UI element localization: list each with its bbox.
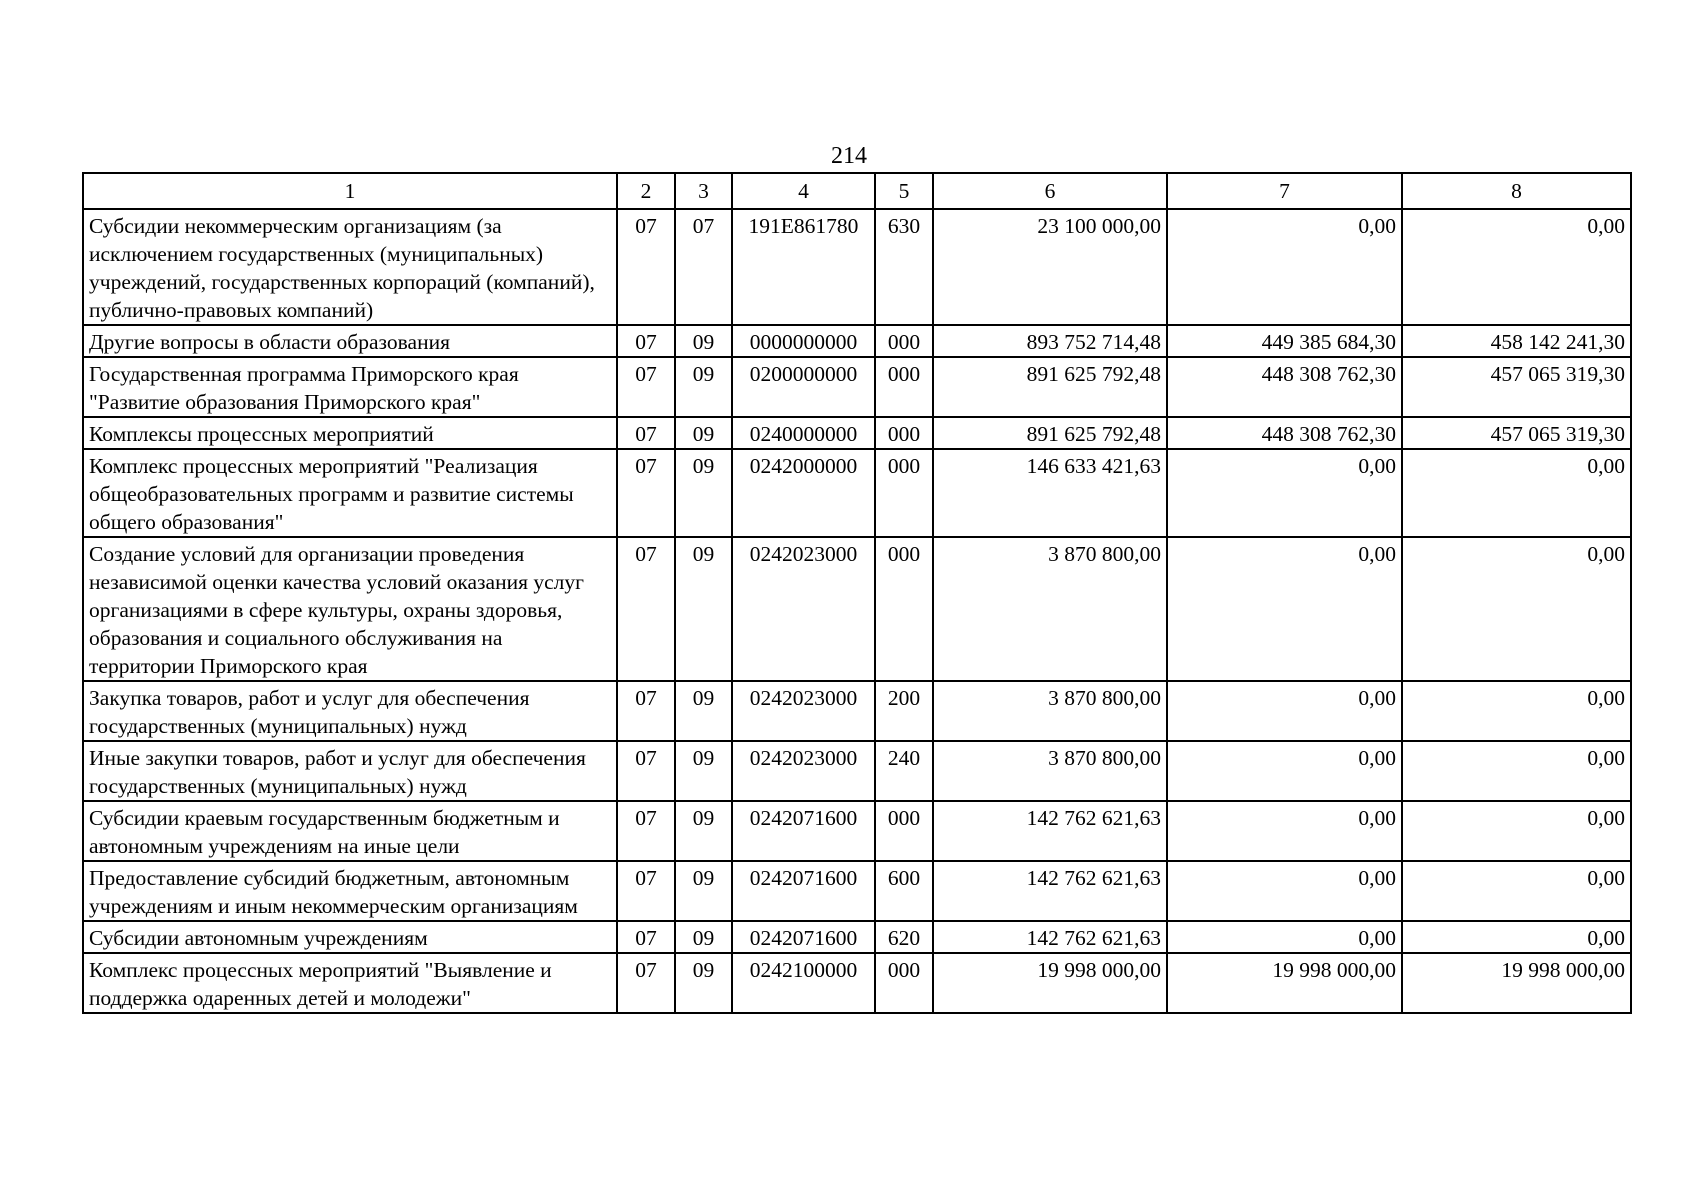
amount-col-8: 0,00 <box>1402 921 1631 953</box>
column-header: 4 <box>732 173 875 209</box>
expense-type-code: 000 <box>875 325 933 357</box>
target-article-code: 0242000000 <box>732 449 875 537</box>
amount-col-7: 449 385 684,30 <box>1167 325 1402 357</box>
target-article-code: 0242023000 <box>732 537 875 681</box>
target-article-code: 0200000000 <box>732 357 875 417</box>
section-code: 07 <box>617 861 675 921</box>
subsection-code: 09 <box>675 449 732 537</box>
expense-type-code: 630 <box>875 209 933 325</box>
expense-type-code: 000 <box>875 801 933 861</box>
row-name: Субсидии краевым государственным бюджетным и автономным учреждениям на иные цели <box>83 801 617 861</box>
row-name: Предоставление субсидий бюджетным, автономным учреждениям и иным некоммерческим организациям <box>83 861 617 921</box>
amount-col-6: 893 752 714,48 <box>933 325 1167 357</box>
row-name: Комплекс процессных мероприятий "Реализация общеобразовательных программ и развитие системы общего образования" <box>83 449 617 537</box>
table-row <box>83 209 1631 325</box>
target-article-code: 0242071600 <box>732 921 875 953</box>
amount-col-7: 0,00 <box>1167 209 1402 325</box>
amount-col-8: 0,00 <box>1402 449 1631 537</box>
amount-col-7: 0,00 <box>1167 861 1402 921</box>
row-name: Государственная программа Приморского края "Развитие образования Приморского края" <box>83 357 617 417</box>
amount-col-7: 0,00 <box>1167 449 1402 537</box>
amount-col-6: 19 998 000,00 <box>933 953 1167 1013</box>
section-code: 07 <box>617 449 675 537</box>
amount-col-7: 0,00 <box>1167 921 1402 953</box>
amount-col-6: 146 633 421,63 <box>933 449 1167 537</box>
amount-col-6: 142 762 621,63 <box>933 921 1167 953</box>
expense-type-code: 000 <box>875 537 933 681</box>
amount-col-8: 0,00 <box>1402 801 1631 861</box>
column-header: 2 <box>617 173 675 209</box>
expense-type-code: 600 <box>875 861 933 921</box>
row-name: Субсидии автономным учреждениям <box>83 921 617 953</box>
table-row <box>83 861 1631 921</box>
table-row <box>83 449 1631 537</box>
table-row <box>83 741 1631 801</box>
table-row <box>83 537 1631 681</box>
amount-col-7: 0,00 <box>1167 681 1402 741</box>
subsection-code: 09 <box>675 953 732 1013</box>
target-article-code: 0000000000 <box>732 325 875 357</box>
amount-col-6: 3 870 800,00 <box>933 681 1167 741</box>
amount-col-8: 458 142 241,30 <box>1402 325 1631 357</box>
amount-col-8: 0,00 <box>1402 537 1631 681</box>
page-number: 214 <box>831 143 867 169</box>
table-row <box>83 921 1631 953</box>
target-article-code: 191E861780 <box>732 209 875 325</box>
expense-type-code: 000 <box>875 357 933 417</box>
amount-col-6: 891 625 792,48 <box>933 417 1167 449</box>
table-row <box>83 801 1631 861</box>
subsection-code: 09 <box>675 921 732 953</box>
amount-col-6: 3 870 800,00 <box>933 741 1167 801</box>
row-name: Иные закупки товаров, работ и услуг для обеспечения государственных (муниципальных) нужд <box>83 741 617 801</box>
row-name: Создание условий для организации проведения независимой оценки качества условий оказания услуг организациями в сфере культуры, охраны здоровья, образования и социального обслуживания на территории Приморского края <box>83 537 617 681</box>
row-name: Другие вопросы в области образования <box>83 325 617 357</box>
target-article-code: 0242023000 <box>732 681 875 741</box>
section-code: 07 <box>617 681 675 741</box>
row-name: Закупка товаров, работ и услуг для обеспечения государственных (муниципальных) нужд <box>83 681 617 741</box>
expense-type-code: 200 <box>875 681 933 741</box>
section-code: 07 <box>617 209 675 325</box>
table-row <box>83 357 1631 417</box>
amount-col-7: 448 308 762,30 <box>1167 417 1402 449</box>
subsection-code: 09 <box>675 801 732 861</box>
subsection-code: 09 <box>675 681 732 741</box>
amount-col-8: 0,00 <box>1402 209 1631 325</box>
table-row <box>83 681 1631 741</box>
expense-type-code: 620 <box>875 921 933 953</box>
column-header: 5 <box>875 173 933 209</box>
column-number-row <box>83 173 1631 209</box>
amount-col-7: 0,00 <box>1167 741 1402 801</box>
target-article-code: 0242023000 <box>732 741 875 801</box>
row-name: Субсидии некоммерческим организациям (за исключением государственных (муниципальных) учреждений, государственных корпораций (компаний), публично-правовых компаний) <box>83 209 617 325</box>
target-article-code: 0240000000 <box>732 417 875 449</box>
section-code: 07 <box>617 325 675 357</box>
target-article-code: 0242071600 <box>732 801 875 861</box>
section-code: 07 <box>617 801 675 861</box>
expense-type-code: 000 <box>875 417 933 449</box>
section-code: 07 <box>617 953 675 1013</box>
subsection-code: 09 <box>675 325 732 357</box>
expense-type-code: 000 <box>875 953 933 1013</box>
column-header: 3 <box>675 173 732 209</box>
amount-col-7: 448 308 762,30 <box>1167 357 1402 417</box>
row-name: Комплексы процессных мероприятий <box>83 417 617 449</box>
target-article-code: 0242071600 <box>732 861 875 921</box>
expense-type-code: 240 <box>875 741 933 801</box>
section-code: 07 <box>617 741 675 801</box>
section-code: 07 <box>617 537 675 681</box>
amount-col-6: 3 870 800,00 <box>933 537 1167 681</box>
amount-col-7: 19 998 000,00 <box>1167 953 1402 1013</box>
budget-table <box>82 172 1632 1014</box>
amount-col-7: 0,00 <box>1167 801 1402 861</box>
amount-col-7: 0,00 <box>1167 537 1402 681</box>
section-code: 07 <box>617 921 675 953</box>
subsection-code: 09 <box>675 861 732 921</box>
amount-col-8: 0,00 <box>1402 681 1631 741</box>
column-header: 8 <box>1402 173 1631 209</box>
section-code: 07 <box>617 417 675 449</box>
subsection-code: 09 <box>675 417 732 449</box>
column-header: 6 <box>933 173 1167 209</box>
subsection-code: 07 <box>675 209 732 325</box>
amount-col-6: 142 762 621,63 <box>933 861 1167 921</box>
expense-type-code: 000 <box>875 449 933 537</box>
row-name: Комплекс процессных мероприятий "Выявление и поддержка одаренных детей и молодежи" <box>83 953 617 1013</box>
column-header: 1 <box>83 173 617 209</box>
amount-col-8: 457 065 319,30 <box>1402 357 1631 417</box>
amount-col-8: 0,00 <box>1402 861 1631 921</box>
table-row <box>83 953 1631 1013</box>
subsection-code: 09 <box>675 357 732 417</box>
table-row <box>83 325 1631 357</box>
amount-col-8: 457 065 319,30 <box>1402 417 1631 449</box>
table-row <box>83 417 1631 449</box>
subsection-code: 09 <box>675 741 732 801</box>
section-code: 07 <box>617 357 675 417</box>
amount-col-6: 891 625 792,48 <box>933 357 1167 417</box>
amount-col-8: 0,00 <box>1402 741 1631 801</box>
column-header: 7 <box>1167 173 1402 209</box>
amount-col-8: 19 998 000,00 <box>1402 953 1631 1013</box>
amount-col-6: 142 762 621,63 <box>933 801 1167 861</box>
target-article-code: 0242100000 <box>732 953 875 1013</box>
amount-col-6: 23 100 000,00 <box>933 209 1167 325</box>
subsection-code: 09 <box>675 537 732 681</box>
